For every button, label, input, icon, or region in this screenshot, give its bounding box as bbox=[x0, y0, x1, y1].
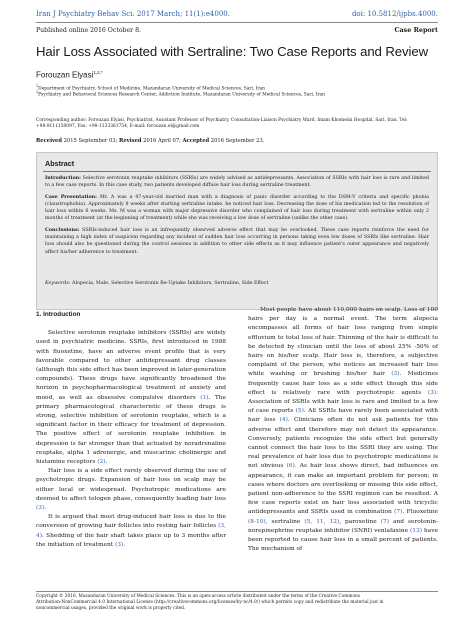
affiliation-2 bbox=[36, 89, 438, 98]
footer-line-2: Attribution-NonCommercial 4.0 International License (http://creativecommons.org/licenses/by-nc/4.0/) which permits copy and redistribute the material just in bbox=[36, 600, 384, 605]
text-span: . Shedding of the hair shaft takes place up to 3 months after the initiation of treatment bbox=[36, 532, 226, 548]
abstract-case-text: Mr. A was a 47-year-old married man with a diagnosis of panic disorder according to the DSM-V criteria and specific phobia (claustrophobia). Approximately 8 weeks after starting sertraline intake, he noticed hair loss. Decreasing the dose of his medication led to the resolution of hair loss within 6 weeks. Ms. M was a woman with major depressive disorder who complained of hair loss during treatment with sertraline within only 2 months of treatment (at the beginning of treatment) while she was receiving a low dose of sertraline (unlike the other case). bbox=[45, 194, 429, 222]
citation-link[interactable]: (7) bbox=[380, 518, 390, 525]
received-date: 2015 September 03; bbox=[63, 138, 118, 144]
citation-link[interactable]: (3) bbox=[114, 541, 124, 548]
author bbox=[36, 70, 103, 80]
text-span: Hair loss is a side effect rarely observed during the use of psychotropic drugs. Expansion of hair loss on scalp may be either local or widespread. Psychotropic medications are deemed to affect telogen phase, consequently leading hair loss bbox=[36, 468, 226, 502]
dates-line bbox=[36, 138, 264, 144]
footer-line-3: noncommercial usages, provided the original work is properly cited. bbox=[36, 606, 186, 611]
text-span: . The primary pharmacological characteristic of these drugs is strong, selective inhibition of serotonin reuptake, which is a significant factor in their efficacy for treatment of depression. The positive effect of serotonin reuptake inhibition in depression is far stronger than that actuated by noradrenaline reuptake, alpha 1 adrenergic, and muscarinic cholinergic and histamine receptors bbox=[36, 394, 226, 466]
received-label: Received bbox=[36, 138, 62, 144]
footer-line-1: Copyright © 2016, Mazandaran University of Medical Sciences. This is an open-access article distributed under the terms of the Creative Commons bbox=[36, 594, 361, 599]
intro-paragraph-1 bbox=[36, 329, 226, 467]
published-date: Published online 2016 October 8. bbox=[36, 27, 142, 34]
citation-link[interactable]: (3) bbox=[36, 505, 45, 512]
text-span: . Medicines frequently cause hair loss as a side effect though this side effect is relatively rare with psychotropic agents bbox=[248, 371, 438, 396]
accepted-label: Accepted bbox=[182, 138, 210, 144]
text-span: . All SSRIs have rarely been associated with hair loss bbox=[248, 408, 439, 424]
abstract-concl-label: Conclusions: bbox=[45, 226, 80, 233]
right-paragraph-1 bbox=[248, 306, 438, 554]
article-type: Case Report bbox=[394, 26, 438, 34]
text-span: . bbox=[123, 541, 126, 548]
right-column bbox=[248, 306, 438, 554]
citation-link[interactable]: (3) bbox=[427, 389, 437, 396]
citation-link[interactable]: (13) bbox=[410, 527, 423, 534]
author-sup: 1,2,* bbox=[93, 70, 103, 75]
abstract-concl-text: SSRIs-induced hair loss is an infrequently observed adverse effect that may be overlooked. These case reports reinforce the need for maintaining a high index of suspicion regarding any incident of sudden hair loss occurring in persons taking even low doses of SSRIs like sertraline. Hair loss should also be questioned during the control sessions in addition to other side effects as it may influence patient's outer appearance and negatively affect his/her adherence to treatment. bbox=[45, 227, 429, 255]
text-span: . Association of SSRIs with hair loss is rare and limited to a few of case reports bbox=[248, 389, 438, 415]
text-span: Most people have about 110,000 hairs on scalp. Loss of 100 hairs per day is a normal event. The term alopecia encompasses all forms of hair loss ranging from simple effluvium to total loss of hair. Thinning of the hair is difficult to be detected by clinician until the loss of about 25% -50% of hairs on his/her scalp. Hair loss is, therefore, a subjective complaint of the person, who notices an increased hair loss while washing or brushing his/her hair bbox=[248, 307, 438, 378]
keywords-label: Keywords: bbox=[45, 281, 71, 286]
keywords-text: Alopecia, Male, Selective Serotonin Re-Uptake Inhibitors, Sertraline, Side Effect bbox=[71, 281, 269, 286]
citation-link[interactable]: (1) bbox=[200, 394, 209, 401]
intro-paragraph-2 bbox=[36, 467, 226, 513]
abstract-box bbox=[36, 152, 438, 310]
citation-link[interactable]: (3, 4) bbox=[36, 523, 226, 539]
accepted-date: 2016 September 23. bbox=[210, 138, 265, 144]
abstract-case-label: Case Presentation: bbox=[45, 193, 97, 200]
footer-rule bbox=[36, 591, 438, 592]
corresponding-line-1: Corresponding author: Forouzan Elyasi, Psychiatrist, Assistant Professor of Psychiatry, Consultation-Liaison Psychiatry Ward, Imam Khomeini Hospital, Sari, Iran. Tel: bbox=[36, 118, 408, 123]
revised-label: Revised bbox=[119, 138, 142, 144]
text-span: , paroxetine bbox=[339, 518, 377, 525]
journal-citation-link[interactable]: Iran J Psychiatry Behav Sci. 2017 March; 11(1):e4000. bbox=[36, 10, 230, 18]
citation-link[interactable]: (4) bbox=[279, 417, 288, 424]
abstract-intro-text: Selective serotonin reuptake inhibitors (SSRIs) are widely advised as antidepressants. Association of SSRIs with hair loss is rare and limited to a few case reports. In this case study, two patients developed diffuse hair loss during sertraline treatment. bbox=[45, 176, 429, 189]
affiliation-2-text: Psychiatry and Behavioral Sciences Research Center, Addiction Institute, Mazandaran University of Medical Sciences, Sari, Iran bbox=[38, 92, 325, 98]
text-span: and serotonin-norepinephrine reuptake inhibitor (SNRI) venlafaxine bbox=[248, 518, 438, 534]
abstract-body bbox=[45, 175, 429, 260]
article-title: Hair Loss Associated with Sertraline: Two Case Reports and Review bbox=[36, 44, 428, 59]
abstract-intro-label: Introduction: bbox=[45, 175, 81, 181]
citation-link[interactable]: (5, 11, 12) bbox=[304, 518, 340, 525]
text-span: . Fluoxetine bbox=[402, 509, 439, 516]
running-header bbox=[36, 10, 438, 22]
text-span: Selective serotonin reuptake inhibitors (SSRIs) are widely used in psychiatric medicine. SSRIs, first introduced in 1988 with fluoxetine, have an adverse event profile that is very favorable compared to other antidepressant drug classes (although this side effect has been improved in later-generation compounds). These drugs have significantly broadened the horizon in psychopharmacological treatment of anxiety and mood, as well as obsessive compulsive disorders bbox=[36, 330, 226, 401]
corresponding-author bbox=[36, 118, 438, 130]
citation-link[interactable]: (3) bbox=[391, 371, 400, 378]
text-span: , sertraline bbox=[265, 518, 301, 525]
corresponding-line-2: +98-9111150097, Fax: +98-1133361754, E-mail: forouzan.el@gmail.com bbox=[36, 124, 200, 129]
abstract-title: Abstract bbox=[45, 159, 75, 168]
affiliation-1-text: Department of Psychiatry, School of Medicine, Mazandaran University of Medical Sciences, Sari, Iran bbox=[38, 86, 265, 92]
abstract-conclusions bbox=[45, 227, 429, 256]
doi-link[interactable]: doi: 10.5812/ijpbs.4000. bbox=[351, 10, 438, 18]
citation-link[interactable]: (7) bbox=[394, 509, 403, 516]
abstract-case bbox=[45, 194, 429, 223]
revised-date: 2016 April 07; bbox=[143, 138, 181, 144]
abstract-rule bbox=[43, 171, 431, 172]
text-span: . bbox=[44, 505, 47, 512]
copyright-footer bbox=[36, 594, 438, 612]
header-rule bbox=[36, 22, 438, 23]
affiliation-2-sup: 2 bbox=[36, 90, 39, 94]
citation-link[interactable]: (5) bbox=[295, 408, 304, 415]
left-column bbox=[36, 310, 226, 550]
citation-link[interactable]: (6) bbox=[286, 463, 295, 470]
text-span: . As hair loss shows direct, bad influences on appearance, it can make an important problem for person; in cases where doctors are overlooking or missing this side effect, patient non-adherence to the SSRI regimen can be resulted. A few case reports exist on hair loss associated with tricyclic antidepressants and SSRIs used in combination bbox=[248, 463, 438, 516]
abstract-introduction bbox=[45, 175, 429, 190]
text-span: have been reported to cause hair loss in a small percent of patients. The mechanism of bbox=[248, 527, 438, 553]
text-span: . bbox=[105, 459, 108, 466]
author-name: Forouzan Elyasi bbox=[36, 70, 94, 80]
citation-link[interactable]: (2) bbox=[97, 459, 106, 466]
section-title-introduction: 1. Introduction bbox=[36, 311, 81, 318]
keywords bbox=[45, 281, 429, 286]
intro-paragraph-3 bbox=[36, 513, 226, 550]
affiliation-1-sup: 1 bbox=[36, 84, 39, 88]
text-span: It is argued that most drug-induced hair loss is due to the conversion of growing hair follicles into resting hair follicles bbox=[36, 514, 226, 530]
citation-link[interactable]: (8-10) bbox=[248, 518, 266, 525]
text-span: . Clinicians often do not ask patients for this adverse effect and therefore may not detect its appearance. Conversely, patients recognize the side effect but generally cannot connect the hair loss to the SSRI they are using. The real prevalence of hair loss due to psychotropic medications is not obvious bbox=[248, 417, 438, 470]
